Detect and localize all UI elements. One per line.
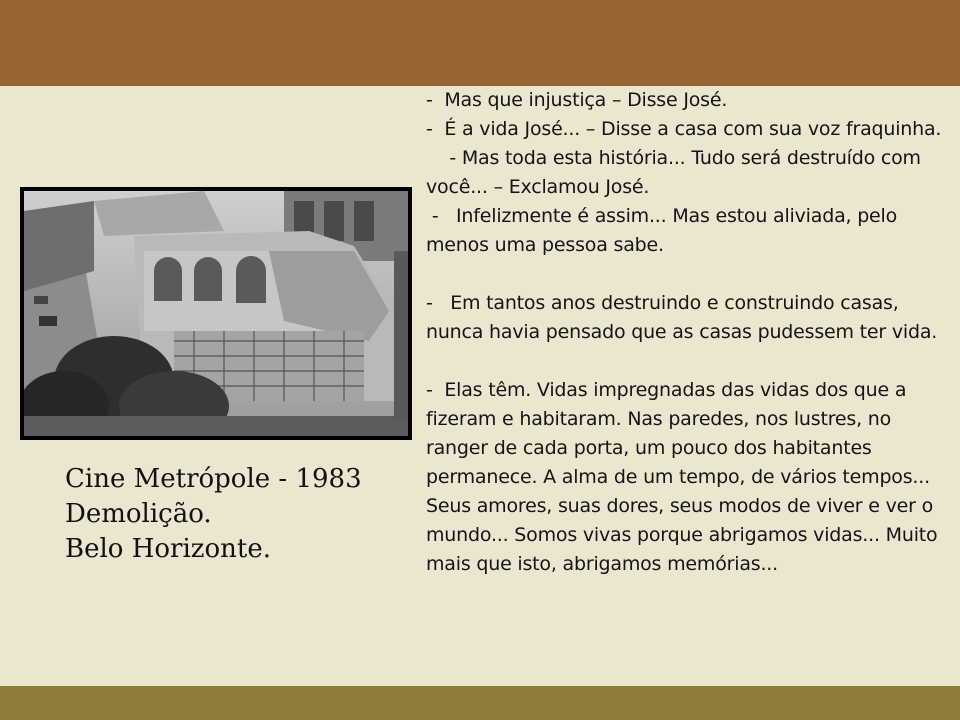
story-paragraph-4: - Infelizmente é assim... Mas estou aliviada, pelo menos uma pessoa sabe. [426,205,898,256]
story-paragraph-5: - Em tantos anos destruindo e construindo casas, nunca havia pensado que as casas pudessem ter vida. [426,292,938,343]
story-paragraph-6: - Elas têm. Vidas impregnadas das vidas dos que a fizeram e habitaram. Nas paredes, nos lustres, no ranger de cada porta, um pouco dos habitantes permanece. A alma de um tempo, de vários tempos... Seus amores, suas dores, seus modos de viver e ver o mundo... Somos vivas porque abrigamos vidas... Muito mais que isto, abrigamos memórias... [426,379,938,575]
photo-caption [65,462,362,567]
story-paragraph-1: - Mas que injustiça – Disse José. [426,89,728,111]
caption-title: Cine Metrópole - 1983 [65,464,362,494]
caption-location: Belo Horizonte. [65,534,271,564]
bottom-footer-band [0,686,960,720]
story-text [426,86,951,579]
caption-subtitle: Demolição. [65,499,212,529]
story-paragraph-2: - É a vida José... – Disse a casa com sua voz fraquinha. [426,118,942,140]
demolition-photo [20,187,412,440]
story-paragraph-3: - Mas toda esta história... Tudo será destruído com você... – Exclamou José. [426,147,921,198]
top-header-band [0,0,960,86]
photo-image-icon [24,191,408,436]
